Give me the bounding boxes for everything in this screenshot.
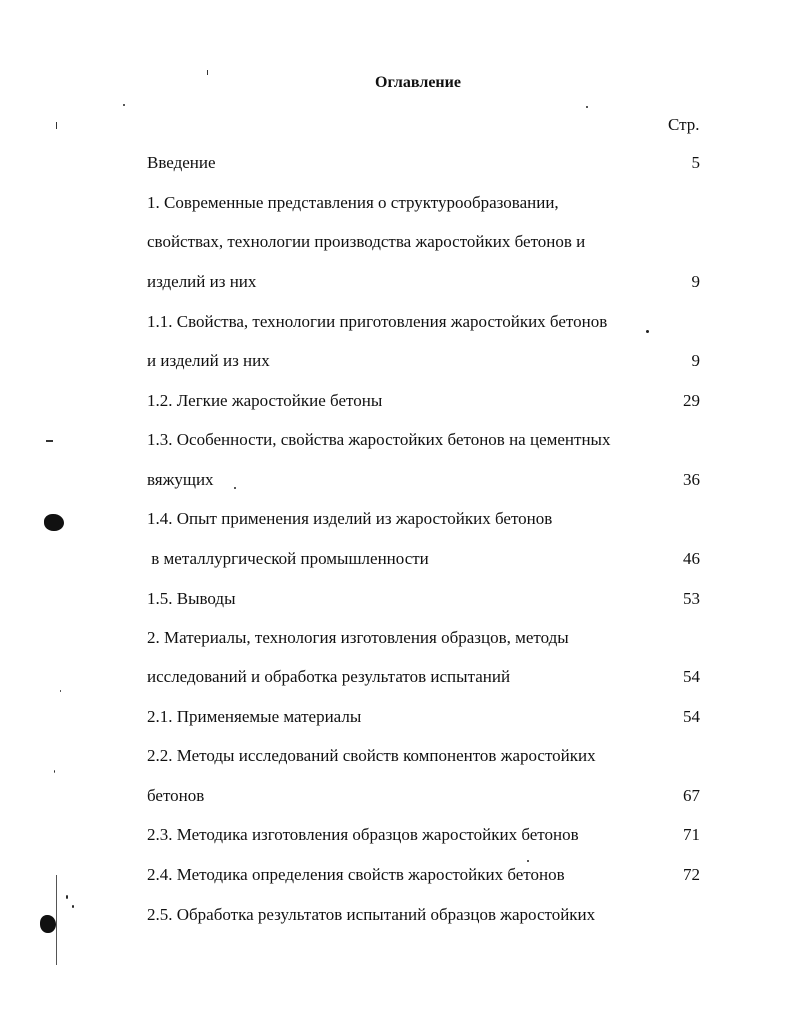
toc-entry-text: 2. Материалы, технология изготовления образцов, методы [147,628,569,647]
toc-entry-text: в металлургической промышленности [147,549,429,568]
toc-entry-text: Введение [147,153,216,172]
toc-entry-text: 1.5. Выводы [147,589,236,608]
scan-speck [72,905,74,908]
toc-entry-page: 53 [683,589,700,608]
scan-line [56,875,57,965]
toc-entry-text: 2.1. Применяемые материалы [147,707,362,726]
toc-entry-page: 71 [683,825,700,844]
toc-entry-text: 1.1. Свойства, технологии приготовления жаростойких бетонов [147,312,608,331]
page-column-label: Стр. [668,115,700,134]
toc-entry-page: 36 [683,470,700,489]
toc-entry-page: 54 [683,707,700,726]
page-title: Оглавление [375,74,461,91]
toc-entry-text: изделий из них [147,272,257,291]
toc-entry-page: 67 [683,786,700,805]
scan-speck [646,330,649,333]
scan-speck [60,690,61,692]
scan-mark [56,122,57,129]
scan-speck [527,860,529,862]
toc-entry-page: 5 [691,153,700,172]
toc-entry-page: 9 [691,351,700,370]
toc-entry-text: 1.4. Опыт применения изделий из жаростойких бетонов [147,509,553,528]
scan-blot [44,514,64,531]
toc-entry-page: 46 [683,549,700,568]
scan-speck [234,487,236,489]
toc-entry-text: и изделий из них [147,351,270,370]
toc-entry-text: 2.3. Методика изготовления образцов жаростойких бетонов [147,825,579,844]
scan-speck [123,104,125,106]
toc-entry-text: вяжущих [147,470,214,489]
toc-entry-text: 1.3. Особенности, свойства жаростойких бетонов на цементных [147,430,611,449]
toc-entry-page: 54 [683,667,700,686]
toc-entry-text: 1.2. Легкие жаростойкие бетоны [147,391,383,410]
scan-speck [66,895,68,899]
toc-entry-text: бетонов [147,786,205,805]
toc-entry-page: 72 [683,865,700,884]
toc-entry-text: 2.2. Методы исследований свойств компонентов жаростойких [147,746,596,765]
scan-speck [54,770,55,773]
scan-mark [207,70,208,75]
scan-mark [46,440,53,442]
scan-blot [40,915,56,933]
toc-entry-text: исследований и обработка результатов испытаний [147,667,511,686]
toc-entry-text: 2.4. Методика определения свойств жаростойких бетонов [147,865,565,884]
toc-entry-text: 2.5. Обработка результатов испытаний образцов жаростойких [147,905,596,924]
toc-entry-page: 9 [691,272,700,291]
toc-entry-page: 29 [683,391,700,410]
toc-entry-text: 1. Современные представления о структурообразовании, [147,193,559,212]
scan-speck [586,106,588,108]
toc-entry-text: свойствах, технологии производства жаростойких бетонов и [147,232,586,251]
